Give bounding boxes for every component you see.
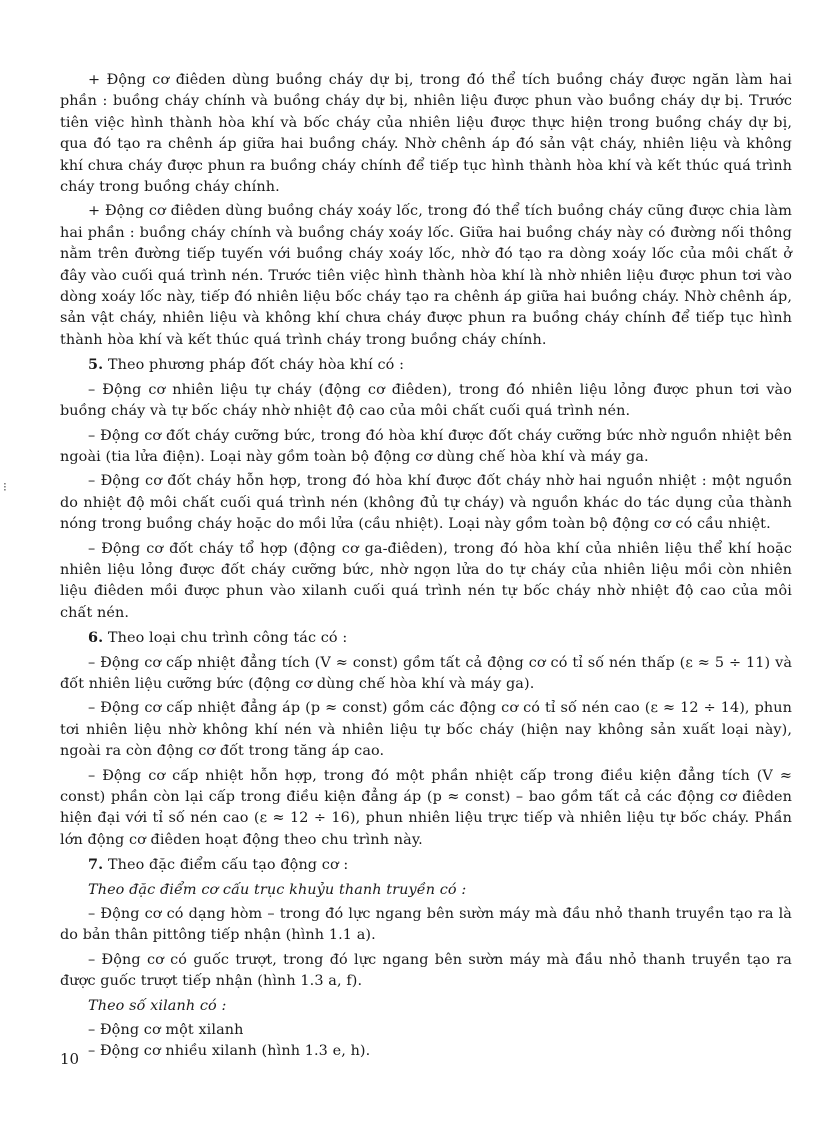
section-heading-text: Theo loại chu trình công tác có : bbox=[103, 630, 348, 647]
subheading-crank-mechanism: Theo đặc điểm cơ cấu trục khuỷu thanh truyền có : bbox=[88, 881, 467, 898]
paragraph-swirl-chamber-diesel: + Động cơ điêden dùng buồng cháy xoáy lốc, trong đó thể tích buồng cháy cũng được chia làm hai phần : buồng cháy chính và buồng cháy xoáy lốc. Giữa hai buồng cháy này có đường nối thông nằm trên đường tiếp tuyến với buồng cháy xoáy lốc, nhờ đó tạo ra dòng xoáy lốc của môi chất ở đây vào cuối quá trình nén. Trước tiên việc hình thành hòa khí là nhờ nhiên liệu được phun tơi vào dòng xoáy lốc này, tiếp đó nhiên liệu bốc cháy tạo ra chênh áp giữa hai buồng cháy. Nhờ chênh áp, sản vật cháy, nhiên liệu và không khí chưa cháy được phun ra buồng cháy chính để tiếp tục hình thành hòa khí và kết thúc quá trình cháy trong buồng cháy chính. bbox=[60, 203, 792, 348]
body-text bbox=[60, 70, 792, 1063]
paragraph-isochoric: – Động cơ cấp nhiệt đẳng tích (V ≈ const) gồm tất cả động cơ có tỉ số nén thấp (ε ≈ 5 ÷ 11) và đốt nhiên liệu cưỡng bức (động cơ dùng chế hòa khí và máy ga). bbox=[60, 654, 792, 692]
section-heading-text: Theo phương pháp đốt cháy hòa khí có : bbox=[103, 357, 405, 374]
section-heading-6 bbox=[60, 627, 792, 649]
list-item-single-cylinder: – Động cơ một xilanh bbox=[88, 1022, 244, 1039]
section-number: 7. bbox=[88, 856, 104, 874]
paragraph-forced-ignition: – Động cơ đốt cháy cưỡng bức, trong đó hòa khí được đốt cháy cưỡng bức nhờ nguồn nhiệt bên ngoài (tia lửa điện). Loại này gồm toàn bộ động cơ dùng chế hòa khí và máy ga. bbox=[60, 427, 792, 465]
subheading-cylinder-count: Theo số xilanh có : bbox=[88, 997, 227, 1014]
section-number: 6. bbox=[88, 629, 104, 647]
section-heading-7 bbox=[60, 854, 792, 876]
section-heading-text: Theo đặc điểm cấu tạo động cơ : bbox=[103, 857, 349, 874]
paragraph-combined-ignition: – Động cơ đốt cháy tổ hợp (động cơ ga-điêden), trong đó hòa khí của nhiên liệu thể khí hoặc nhiên liệu lỏng được đốt cháy cưỡng bức, nhờ ngọn lửa do tự cháy của nhiên liệu mồi còn nhiên liệu điêden mồi được phun vào xilanh cuối quá trình nén tự bốc cháy nhờ nhiệt độ cao của môi chất nén. bbox=[60, 540, 792, 621]
section-heading-5 bbox=[60, 354, 792, 376]
paragraph-self-ignition: – Động cơ nhiên liệu tự cháy (động cơ điêden), trong đó nhiên liệu lỏng được phun tơi vào buồng cháy và tự bốc cháy nhờ nhiệt độ cao của môi chất cuối quá trình nén. bbox=[60, 381, 792, 420]
margin-mark: ⁝ bbox=[3, 480, 7, 494]
section-number: 5. bbox=[88, 356, 104, 374]
paragraph-prechamber-diesel: + Động cơ điêden dùng buồng cháy dự bị, trong đó thể tích buồng cháy được ngăn làm hai phần : buồng cháy chính và buồng cháy dự bị, nhiên liệu được phun vào buồng cháy dự bị. Trước tiên việc hình thành hòa khí và bốc cháy của nhiên liệu được thực hiện trong buồng cháy dự bị, qua đó tạo ra chênh áp giữa hai buồng cháy. Nhờ chênh áp đó sản vật cháy, nhiên liệu và không khí chưa cháy được phun ra buồng cháy chính để tiếp tục hình thành hòa khí và kết thúc quá trình cháy trong buồng cháy chính. bbox=[60, 72, 792, 196]
paragraph-mixed-cycle: – Động cơ cấp nhiệt hỗn hợp, trong đó một phần nhiệt cấp trong điều kiện đẳng tích (V ≈ const) phần còn lại cấp trong điều kiện đẳng áp (p ≈ const) – bao gồm tất cả các động cơ điêden hiện đại với tỉ số nén cao (ε ≈ 12 ÷ 16), phun nhiên liệu trực tiếp và nhiên liệu tự bốc cháy. Phần lớn động cơ điêden hoạt động theo chu trình này. bbox=[60, 767, 792, 848]
paragraph-isobaric: – Động cơ cấp nhiệt đẳng áp (p ≈ const) gồm các động cơ có tỉ số nén cao (ε ≈ 12 ÷ 14), phun tơi nhiên liệu nhờ không khí nén và nhiên liệu tự bốc cháy (hiện nay không sản xuất loại này), ngoài ra còn động cơ đốt trong tăng áp cao. bbox=[60, 700, 792, 760]
paragraph-mixed-ignition: – Động cơ đốt cháy hỗn hợp, trong đó hòa khí được đốt cháy nhờ hai nguồn nhiệt : một nguồn do nhiệt độ môi chất cuối quá trình nén (không đủ tự cháy) và nguồn khác do tác dụng của thành nóng trong buồng cháy hoặc do mồi lửa (cầu nhiệt). Loại này gồm toàn bộ động cơ có cầu nhiệt. bbox=[60, 473, 792, 533]
paragraph-crosshead-engine: – Động cơ có guốc trượt, trong đó lực ngang bên sườn máy mà đầu nhỏ thanh truyền tạo ra được guốc trượt tiếp nhận (hình 1.3 a, f). bbox=[60, 951, 792, 990]
list-item-multi-cylinder: – Động cơ nhiều xilanh (hình 1.3 e, h). bbox=[88, 1043, 371, 1060]
page-number: 10 bbox=[60, 1050, 80, 1068]
paragraph-trunk-engine: – Động cơ có dạng hòm – trong đó lực ngang bên sườn máy mà đầu nhỏ thanh truyền tạo ra là do bản thân pittông tiếp nhận (hình 1.1 a). bbox=[60, 906, 792, 944]
